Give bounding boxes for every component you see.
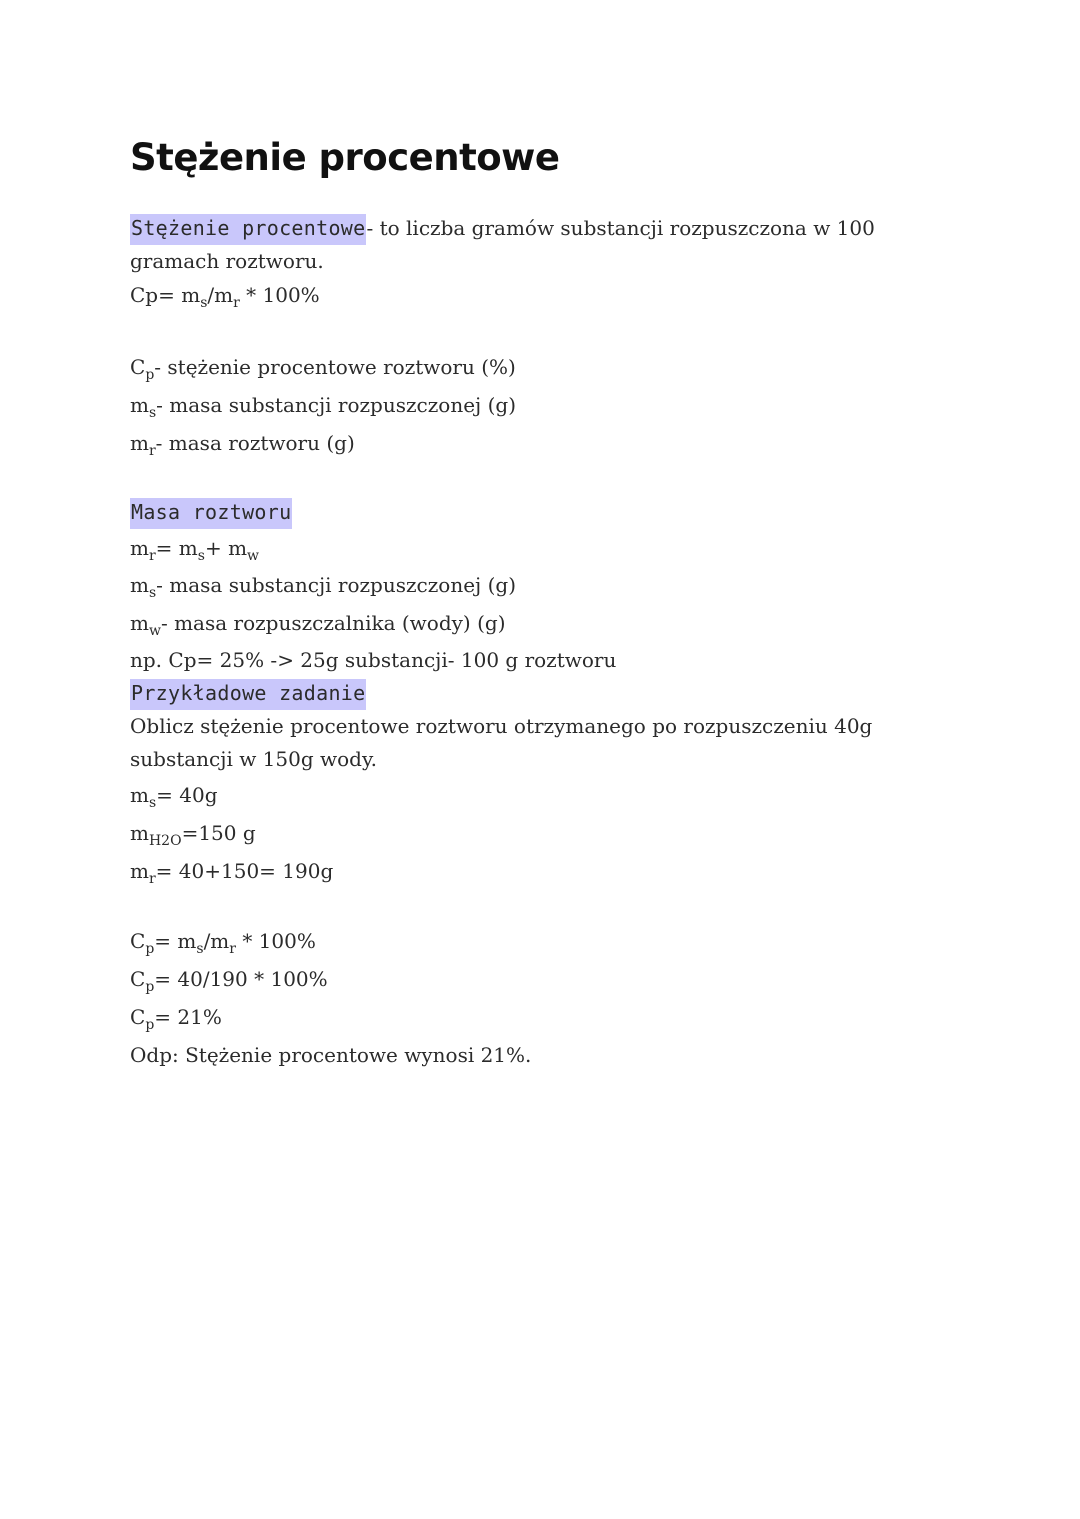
legend-sub: s xyxy=(148,405,157,421)
solution-b-sub: r xyxy=(229,941,236,957)
legend-sym: m xyxy=(130,431,149,455)
legend-ms xyxy=(130,386,960,424)
given-sym: m xyxy=(130,783,149,807)
solution-line-2 xyxy=(130,960,960,998)
formula-mass-c: + m xyxy=(204,536,248,560)
solution-c: * 100% xyxy=(235,929,316,953)
solution-sub: p xyxy=(145,979,155,995)
solution-sym: C xyxy=(130,929,146,953)
page-title: Stężenie procentowe xyxy=(130,136,560,179)
legend-sym: m xyxy=(130,393,149,417)
formula-mass xyxy=(130,530,960,566)
given-sym: m xyxy=(130,859,149,883)
example-line: np. Cp= 25% -> 25g substancji- 100 g roztworu xyxy=(130,648,617,672)
legend-sub: s xyxy=(148,585,157,601)
solution-line-1 xyxy=(130,922,960,960)
given-mr xyxy=(130,852,960,890)
given-sub: H2O xyxy=(148,833,182,849)
document-page xyxy=(130,130,960,1074)
given-sub: r xyxy=(148,871,156,887)
legend-sub: r xyxy=(148,443,156,459)
formula-cp-sub-r: r xyxy=(233,295,240,311)
solution-sub: p xyxy=(145,1017,155,1033)
given-sym: m xyxy=(130,821,149,845)
legend-mass-mw xyxy=(130,604,960,642)
formula-cp-mid: /m xyxy=(207,283,234,307)
legend-text: - masa rozpuszczalnika (wody) (g) xyxy=(160,611,506,635)
legend-text: - stężenie procentowe roztworu (%) xyxy=(154,355,516,379)
solution-a: = m xyxy=(154,929,197,953)
section-heading-mass xyxy=(130,494,960,530)
solution-line-3 xyxy=(130,998,960,1036)
solution-text: = 40/190 * 100% xyxy=(154,967,328,991)
legend-sym: m xyxy=(130,573,149,597)
formula-mass-a: m xyxy=(130,536,149,560)
answer-line: Odp: Stężenie procentowe wynosi 21%. xyxy=(130,1043,532,1067)
given-mh2o xyxy=(130,814,960,852)
legend-text: - masa substancji rozpuszczonej (g) xyxy=(156,393,516,417)
definition-text: - to liczba gramów substancji rozpuszczona w 100 gramach roztworu. xyxy=(130,216,875,273)
solution-sub: p xyxy=(145,941,155,957)
section-heading-task xyxy=(130,678,960,708)
given-text: = 40+150= 190g xyxy=(155,859,334,883)
solution-text: = 21% xyxy=(154,1005,222,1029)
legend-mass-ms xyxy=(130,566,960,604)
formula-cp-lhs: Cp= m xyxy=(130,283,201,307)
legend-text: - masa roztworu (g) xyxy=(155,431,355,455)
task-problem: Oblicz stężenie procentowe roztworu otrzymanego po rozpuszczeniu 40g substancji w 150g wody. xyxy=(130,714,873,771)
given-ms xyxy=(130,776,960,814)
legend-mr xyxy=(130,424,960,462)
section-heading-task-highlight: Przykładowe zadanie xyxy=(130,679,366,710)
legend-text: - masa substancji rozpuszczonej (g) xyxy=(156,573,516,597)
legend-cp xyxy=(130,348,960,386)
legend-sub: p xyxy=(145,367,155,383)
formula-mass-b-sub: s xyxy=(197,548,205,564)
formula-cp-sub-s: s xyxy=(200,295,208,311)
formula-cp xyxy=(130,278,960,312)
formula-cp-rhs: * 100% xyxy=(239,283,320,307)
solution-b: /m xyxy=(203,929,230,953)
legend-sub: w xyxy=(148,623,161,639)
solution-sym: C xyxy=(130,967,146,991)
solution-sym: C xyxy=(130,1005,146,1029)
given-text: = 40g xyxy=(156,783,218,807)
definition-paragraph xyxy=(130,212,960,278)
given-text: =150 g xyxy=(181,821,256,845)
definition-term-highlight: Stężenie procentowe xyxy=(130,214,366,245)
given-sub: s xyxy=(148,795,157,811)
section-heading-mass-highlight: Masa roztworu xyxy=(130,498,292,529)
legend-sym: m xyxy=(130,611,149,635)
solution-a-sub: s xyxy=(196,941,204,957)
formula-mass-b: = m xyxy=(155,536,198,560)
formula-mass-a-sub: r xyxy=(148,548,156,564)
formula-mass-c-sub: w xyxy=(247,548,260,564)
legend-sym: C xyxy=(130,355,146,379)
